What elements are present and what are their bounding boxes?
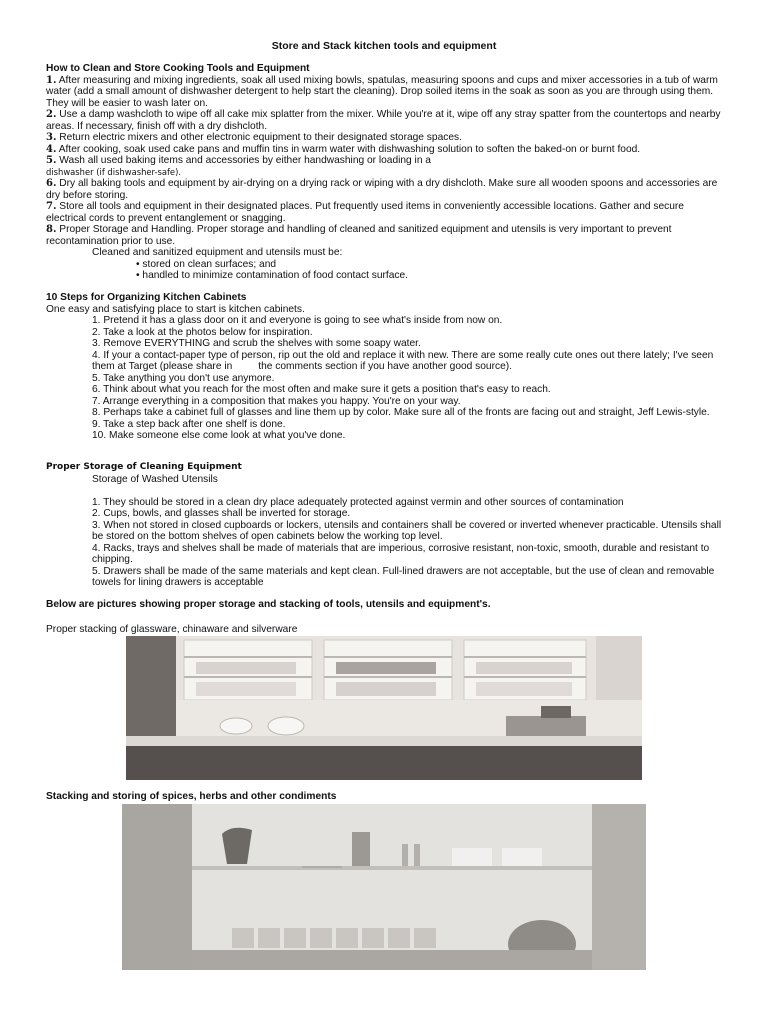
- list-item: 8. Proper Storage and Handling. Proper storage and handling of cleaned and sanitized equipment and utensils is very important to prevent recontamination prior to use.: [46, 224, 672, 247]
- bullet-item: • handled to minimize contamination of food contact surface.: [136, 270, 408, 281]
- list-item: 1. After measuring and mixing ingredients, soak all used mixing bowls, spatulas, measuring spoons and cups and mixer accessories in a tub of warm water (add a small amount of dishwasher detergent to help start the cleaning). Drop soiled items in the soak as soon as you are through using them. They will be easier to wash later on.: [46, 74, 718, 109]
- section-intro: One easy and satisfying place to start is kitchen cabinets.: [46, 303, 305, 315]
- kitchen-shelves-illustration: [126, 636, 642, 780]
- section-washed-utensils: [46, 474, 722, 589]
- list-item: 3. When not stored in closed cupboards or lockers, utensils and containers shall be covered or inverted whenever practicable. Utensils shall be stored on the bottom shelves of open cabinets below the working top level.: [92, 519, 722, 542]
- must-be-text: Cleaned and sanitized equipment and utensils must be:: [92, 247, 343, 258]
- list-item: 7. Store all tools and equipment in their designated places. Put frequently used items in conveniently accessible locations. Gather and secure electrical cords to prevent entanglement or snagging.: [46, 201, 684, 224]
- pictures-heading: Below are pictures showing proper storage and stacking of tools, utensils and equipment's.: [46, 599, 491, 610]
- photo-caption-2: Stacking and storing of spices, herbs and other condiments: [46, 791, 337, 802]
- list-item: 4. After cooking, soak used cake pans and muffin tins in warm water with dishwashing solution to soften the baked-on or burnt food.: [46, 143, 641, 155]
- list-item: 5. Wash all used baking items and accessories by either handwashing or loading in a: [46, 155, 431, 166]
- list-item: 6. Think about what you reach for the most often and make sure it gets a position that's easy to reach.: [92, 384, 551, 395]
- spice-shelf-photo: [122, 804, 646, 970]
- section-organizing-cabinets: [46, 292, 722, 442]
- list-item: 4. Racks, trays and shelves shall be made of materials that are imperious, corrosive resistant, non-toxic, smooth, durable and resistant to chipping.: [92, 542, 710, 565]
- list-item: 2. Cups, bowls, and glasses shall be inverted for storage.: [92, 508, 351, 519]
- document-title: Store and Stack kitchen tools and equipment: [271, 40, 497, 52]
- list-item: 5. Drawers shall be made of the same materials and kept clean. Full-lined drawers are not acceptable, but the use of clean and removable towels for lining drawers is acceptable: [92, 565, 715, 588]
- kitchen-shelves-photo: [126, 636, 642, 780]
- list-item: 5. Take anything you don't use anymore.: [92, 372, 275, 384]
- list-item: 9. Take a step back after one shelf is done.: [92, 418, 286, 430]
- list-item: 7. Arrange everything in a composition that makes you happy. You're on your way.: [92, 395, 461, 407]
- list-item: 3. Remove EVERYTHING and scrub the shelves with some soapy water.: [92, 338, 421, 349]
- list-item: 4. If your a contact-paper type of person, rip out the old and replace it with new. There are some really cute ones out there lately; I've seen them at Target (please share in the comments section if you have another good source).: [92, 349, 714, 372]
- section-heading: 10 Steps for Organizing Kitchen Cabinets: [46, 292, 247, 303]
- bullet-item: • stored on clean surfaces; and: [136, 258, 277, 270]
- photo-caption-1: Proper stacking of glassware, chinaware and silverware: [46, 624, 298, 635]
- spice-shelf-illustration: [122, 804, 646, 970]
- list-item-continuation: dishwasher (if dishwasher-safe).: [46, 166, 182, 177]
- section-subheading: Storage of Washed Utensils: [92, 474, 218, 485]
- list-item: 6. Dry all baking tools and equipment by air-drying on a drying rack or wiping with a dry dishcloth. Make sure all wooden spoons and accessories are dry before storing.: [46, 178, 718, 201]
- section-heading: How to Clean and Store Cooking Tools and Equipment: [46, 63, 310, 74]
- list-item: 1. They should be stored in a clean dry place adequately protected against vermin and other sources of contamination: [92, 496, 624, 508]
- list-item: 2. Use a damp washcloth to wipe off all cake mix splatter from the mixer. While you're at it, wipe off any stray spatter from the countertops and nearby areas. If necessary, finish off with a dry dishcloth.: [46, 109, 721, 132]
- section-clean-store: [46, 63, 722, 282]
- list-item: 2. Take a look at the photos below for inspiration.: [92, 326, 313, 338]
- storage-rules: [46, 497, 722, 589]
- list-item: 8. Perhaps take a cabinet full of glasses and line them up by color. Make sure all of the fronts are facing out and straight, Jeff Lewis-style.: [92, 407, 710, 418]
- list-item: 1. Pretend it has a glass door on it and everyone is going to see what's inside from now on.: [92, 315, 503, 326]
- section-heading: Proper Storage of Cleaning Equipment: [46, 462, 242, 472]
- list-item: 10. Make someone else come look at what you've done.: [92, 430, 346, 441]
- steps-list: [46, 315, 722, 442]
- section-cleaning-storage: [46, 462, 722, 474]
- list-item: 3. Return electric mixers and other electronic equipment to their designated storage spaces.: [46, 132, 462, 143]
